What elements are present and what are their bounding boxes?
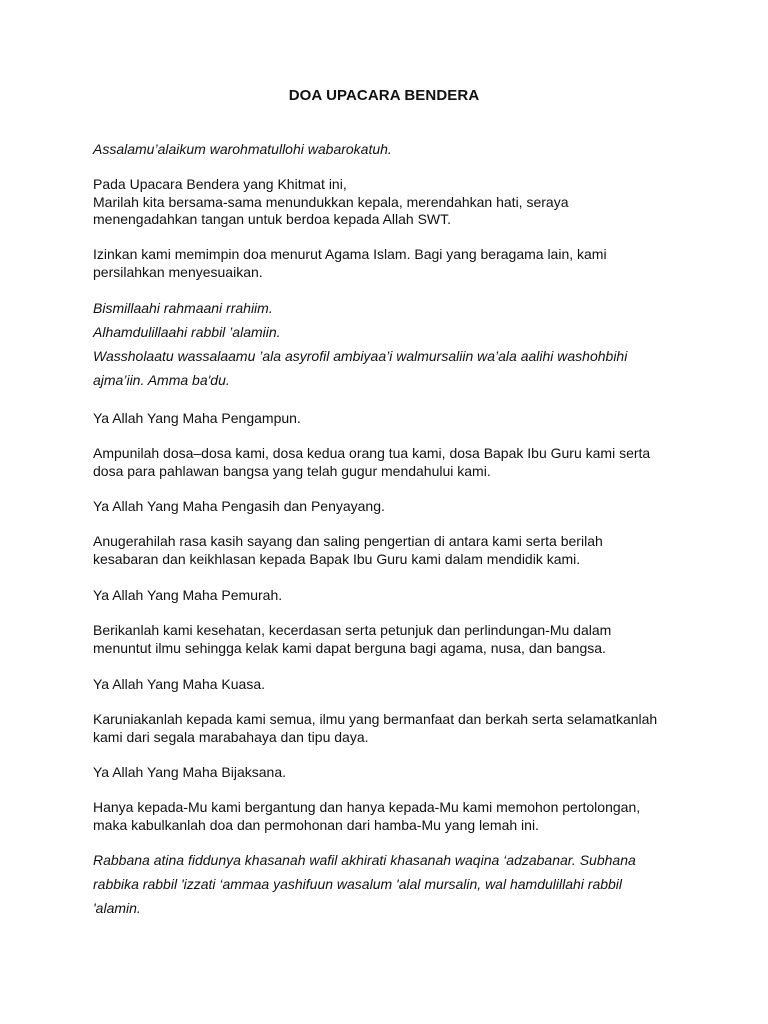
text-line: kami dari segala marabahaya dan tipu daya. (93, 728, 369, 745)
text-line: Ampunilah dosa–dosa kami, dosa kedua orang tua kami, dosa Bapak Ibu Guru kami serta (93, 445, 651, 461)
section-body (93, 445, 693, 480)
text-line: Karuniakanlah kepada kami semua, ilmu yang bermanfaat dan berkah serta selamatkanlah (93, 711, 658, 727)
opening-arabic (93, 296, 693, 392)
section-heading (93, 676, 693, 694)
text-line: kesabaran dan keikhlasan kepada Bapak Ibu Guru kami dalam mendidik kami. (93, 550, 581, 567)
text-line: persilahkan menyesuaikan. (93, 263, 263, 280)
text-line: Izinkan kami memimpin doa menurut Agama Islam. Bagi yang beragama lain, kami (93, 246, 607, 262)
text-line: Marilah kita bersama-sama menundukkan kepala, merendahkan hati, seraya (93, 193, 569, 210)
text-line: Alhamdulillaahi rabbil ’alamiin. (93, 324, 281, 340)
text-line: Bismillaahi rahmaani rrahiim. (93, 300, 273, 316)
text-line: Ya Allah Yang Maha Pengasih dan Penyayang. (93, 498, 385, 514)
text-line: Rabbana atina fiddunya khasanah wafil akhirati khasanah waqina ‘adzabanar. Subhana (93, 852, 636, 868)
text-line: Anugerahilah rasa kasih sayang dan saling pengertian di antara kami serta berilah (93, 533, 603, 549)
greeting (93, 141, 693, 159)
text-line: ajma’iin. Amma ba'du. (93, 372, 230, 388)
section-body (93, 711, 693, 746)
section-body (93, 533, 693, 568)
intro-paragraph (93, 176, 693, 229)
text-line: rabbika rabbil 'izzati ‘ammaa yashifuun wasalum 'alal mursalin, wal hamdulillahi rabbil (93, 876, 623, 892)
text-line: Pada Upacara Bendera yang Khitmat ini, (93, 176, 347, 192)
text-line: Ya Allah Yang Maha Kuasa. (93, 676, 266, 692)
invite-paragraph (93, 246, 693, 281)
text-line: Ya Allah Yang Maha Pengampun. (93, 410, 301, 426)
text-line: Wassholaatu wassalaamu ’ala asyrofil ambiyaa’i walmursaliin wa’ala aalihi washohbihi (93, 348, 628, 364)
greeting-line: Assalamu’alaikum warohmatullohi wabarokatuh. (93, 141, 392, 157)
text-line: menengadahkan tangan untuk berdoa kepada Allah SWT. (93, 211, 452, 227)
section-body (93, 622, 693, 657)
document-title: DOA UPACARA BENDERA (288, 87, 480, 104)
section-heading (93, 498, 693, 516)
section-heading (93, 410, 693, 428)
text-line: menuntut ilmu sehingga kelak kami dapat berguna bagi agama, nusa, dan bangsa. (93, 639, 606, 656)
text-line: Ya Allah Yang Maha Bijaksana. (93, 764, 287, 780)
text-line: Berikanlah kami kesehatan, kecerdasan serta petunjuk dan perlindungan-Mu dalam (93, 622, 612, 638)
section-heading (93, 587, 693, 605)
text-line: dosa para pahlawan bangsa yang telah gugur mendahului kami. (93, 462, 491, 479)
closing-arabic (93, 848, 693, 920)
section-heading (93, 764, 693, 782)
text-line: Ya Allah Yang Maha Pemurah. (93, 587, 283, 603)
text-line: 'alamin. (93, 900, 141, 916)
text-line: maka kabulkanlah doa dan permohonan dari hamba-Mu yang lemah ini. (93, 816, 539, 833)
text-line: Hanya kepada-Mu kami bergantung dan hanya kepada-Mu kami memohon pertolongan, (93, 799, 641, 815)
section-body (93, 799, 693, 834)
